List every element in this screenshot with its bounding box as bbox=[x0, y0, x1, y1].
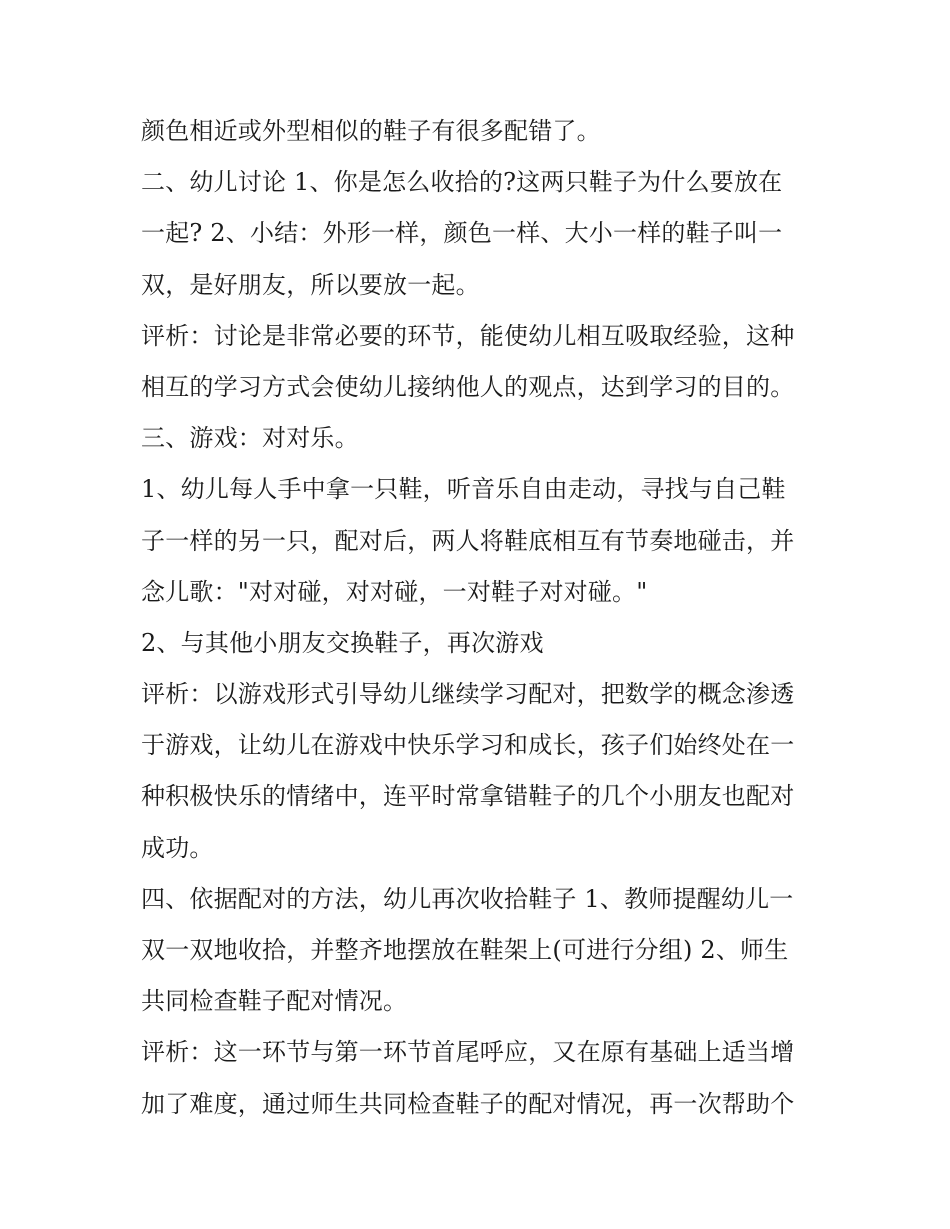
text-line: 一起? 2、小结：外形一样，颜色一样、大小一样的鞋子叫一 bbox=[141, 219, 783, 248]
text-line: 于游戏，让幼儿在游戏中快乐学习和成长，孩子们始终处在一 bbox=[141, 731, 795, 760]
text-line: 加了难度，通过师生共同检查鞋子的配对情况，再一次帮助个 bbox=[141, 1089, 795, 1118]
text-line: 双一双地收拾，并整齐地摆放在鞋架上(可进行分组) 2、师生 bbox=[141, 936, 789, 964]
text-line: 评析：以游戏形式引导幼儿继续学习配对，把数学的概念渗透 bbox=[141, 680, 795, 709]
text-line: 2、与其他小朋友交换鞋子，再次游戏 bbox=[141, 628, 544, 657]
text-line: 相互的学习方式会使幼儿接纳他人的观点，达到学习的目的。 bbox=[141, 372, 795, 401]
text-line: 二、幼儿讨论 1、你是怎么收拾的?这两只鞋子为什么要放在 bbox=[141, 168, 783, 197]
text-line: 种积极快乐的情绪中，连平时常拿错鞋子的几个小朋友也配对 bbox=[141, 782, 795, 811]
body-text bbox=[141, 106, 816, 1130]
text-line: 共同检查鞋子配对情况。 bbox=[141, 987, 408, 1016]
text-line: 子一样的另一只，配对后，两人将鞋底相互有节奏地碰击，并 bbox=[141, 526, 795, 555]
text-line: 颜色相近或外型相似的鞋子有很多配错了。 bbox=[141, 117, 601, 145]
text-line: 1、幼儿每人手中拿一只鞋，听音乐自由走动，寻找与自己鞋 bbox=[141, 475, 786, 504]
text-line: 四、依据配对的方法，幼儿再次收拾鞋子 1、教师提醒幼儿一 bbox=[141, 884, 794, 913]
text-line: 双，是好朋友，所以要放一起。 bbox=[141, 270, 480, 299]
text-line: 三、游戏：对对乐。 bbox=[141, 424, 359, 453]
text-line: 评析：讨论是非常必要的环节，能使幼儿相互吸取经验，这种 bbox=[141, 321, 795, 350]
text-line: 评析：这一环节与第一环节首尾呼应，又在原有基础上适当增 bbox=[141, 1038, 795, 1067]
text-line: 成功。 bbox=[141, 833, 214, 862]
text-line: 念儿歌："对对碰，对对碰，一对鞋子对对碰。" bbox=[141, 577, 648, 606]
